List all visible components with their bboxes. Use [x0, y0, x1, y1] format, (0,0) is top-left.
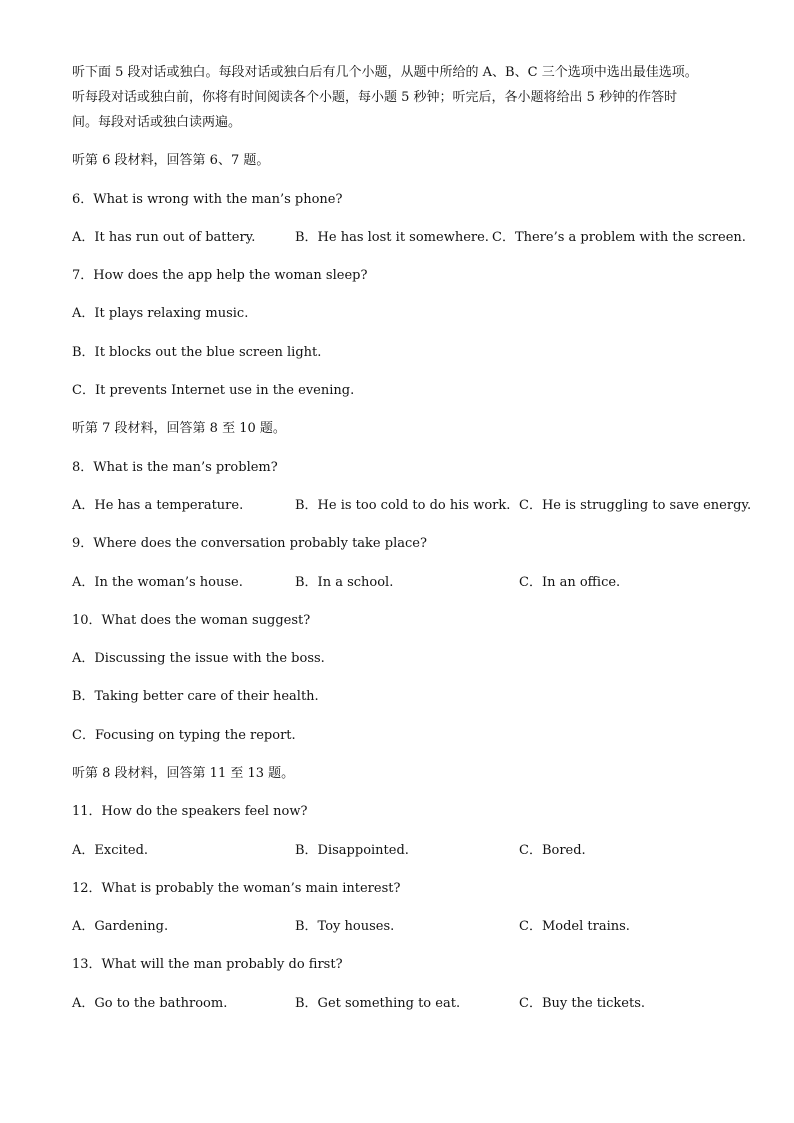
option-c: C．Focusing on typing the report.: [72, 728, 296, 743]
question-stem: 10．What does the woman suggest?: [72, 613, 311, 628]
question-stem: 7．How does the app help the woman sleep?: [72, 268, 368, 283]
option-b: B．Disappointed.: [295, 843, 409, 858]
question-stem: 6．What is wrong with the man’s phone?: [72, 192, 343, 207]
option-a: A．Discussing the issue with the boss.: [72, 651, 325, 666]
instructions-line-2: 听每段对话或独白前，你将有时间阅读各个小题，每小题 5 秒钟；听完后，各小题将给出 5 秒钟的作答时: [72, 90, 678, 105]
option-a: A．He has a temperature.: [72, 498, 244, 513]
question-stem: 12．What is probably the woman’s main interest?: [72, 881, 401, 896]
option-c: C．It prevents Internet use in the evening.: [72, 383, 355, 398]
option-a: A．Gardening.: [72, 919, 169, 934]
option-c: C．He is struggling to save energy.: [519, 498, 752, 513]
option-b: B．In a school.: [295, 575, 394, 590]
option-c: C．Bored.: [519, 843, 586, 858]
section-heading: 听第 6 段材料，回答第 6、7 题。: [72, 153, 270, 168]
question-stem: 9．Where does the conversation probably take place?: [72, 536, 427, 551]
instructions-line-3: 间。每段对话或独白读两遍。: [72, 115, 242, 130]
option-b: B．He has lost it somewhere.: [295, 230, 489, 245]
option-b: B．He is too cold to do his work.: [295, 498, 511, 513]
question-stem: 11．How do the speakers feel now?: [72, 804, 308, 819]
option-a: A．Excited.: [72, 843, 149, 858]
option-b: B．Toy houses.: [295, 919, 395, 934]
option-b: B．It blocks out the blue screen light.: [72, 345, 322, 360]
option-c: C．Buy the tickets.: [519, 996, 646, 1011]
option-b: B．Taking better care of their health.: [72, 689, 319, 704]
option-a: A．It has run out of battery.: [72, 230, 256, 245]
option-c: C．There’s a problem with the screen.: [492, 230, 746, 245]
instructions-line-1: 听下面 5 段对话或独白。每段对话或独白后有几个小题，从题中所给的 A、B、C 三个选项中选出最佳选项。: [72, 65, 698, 80]
option-a: A．Go to the bathroom.: [72, 996, 228, 1011]
option-c: C．In an office.: [519, 575, 621, 590]
section-heading: 听第 7 段材料，回答第 8 至 10 题。: [72, 421, 286, 436]
option-a: A．In the woman’s house.: [72, 575, 243, 590]
option-b: B．Get something to eat.: [295, 996, 461, 1011]
question-stem: 13．What will the man probably do first?: [72, 957, 343, 972]
question-stem: 8．What is the man’s problem?: [72, 460, 278, 475]
section-heading: 听第 8 段材料，回答第 11 至 13 题。: [72, 766, 295, 781]
option-c: C．Model trains.: [519, 919, 630, 934]
option-a: A．It plays relaxing music.: [72, 306, 249, 321]
